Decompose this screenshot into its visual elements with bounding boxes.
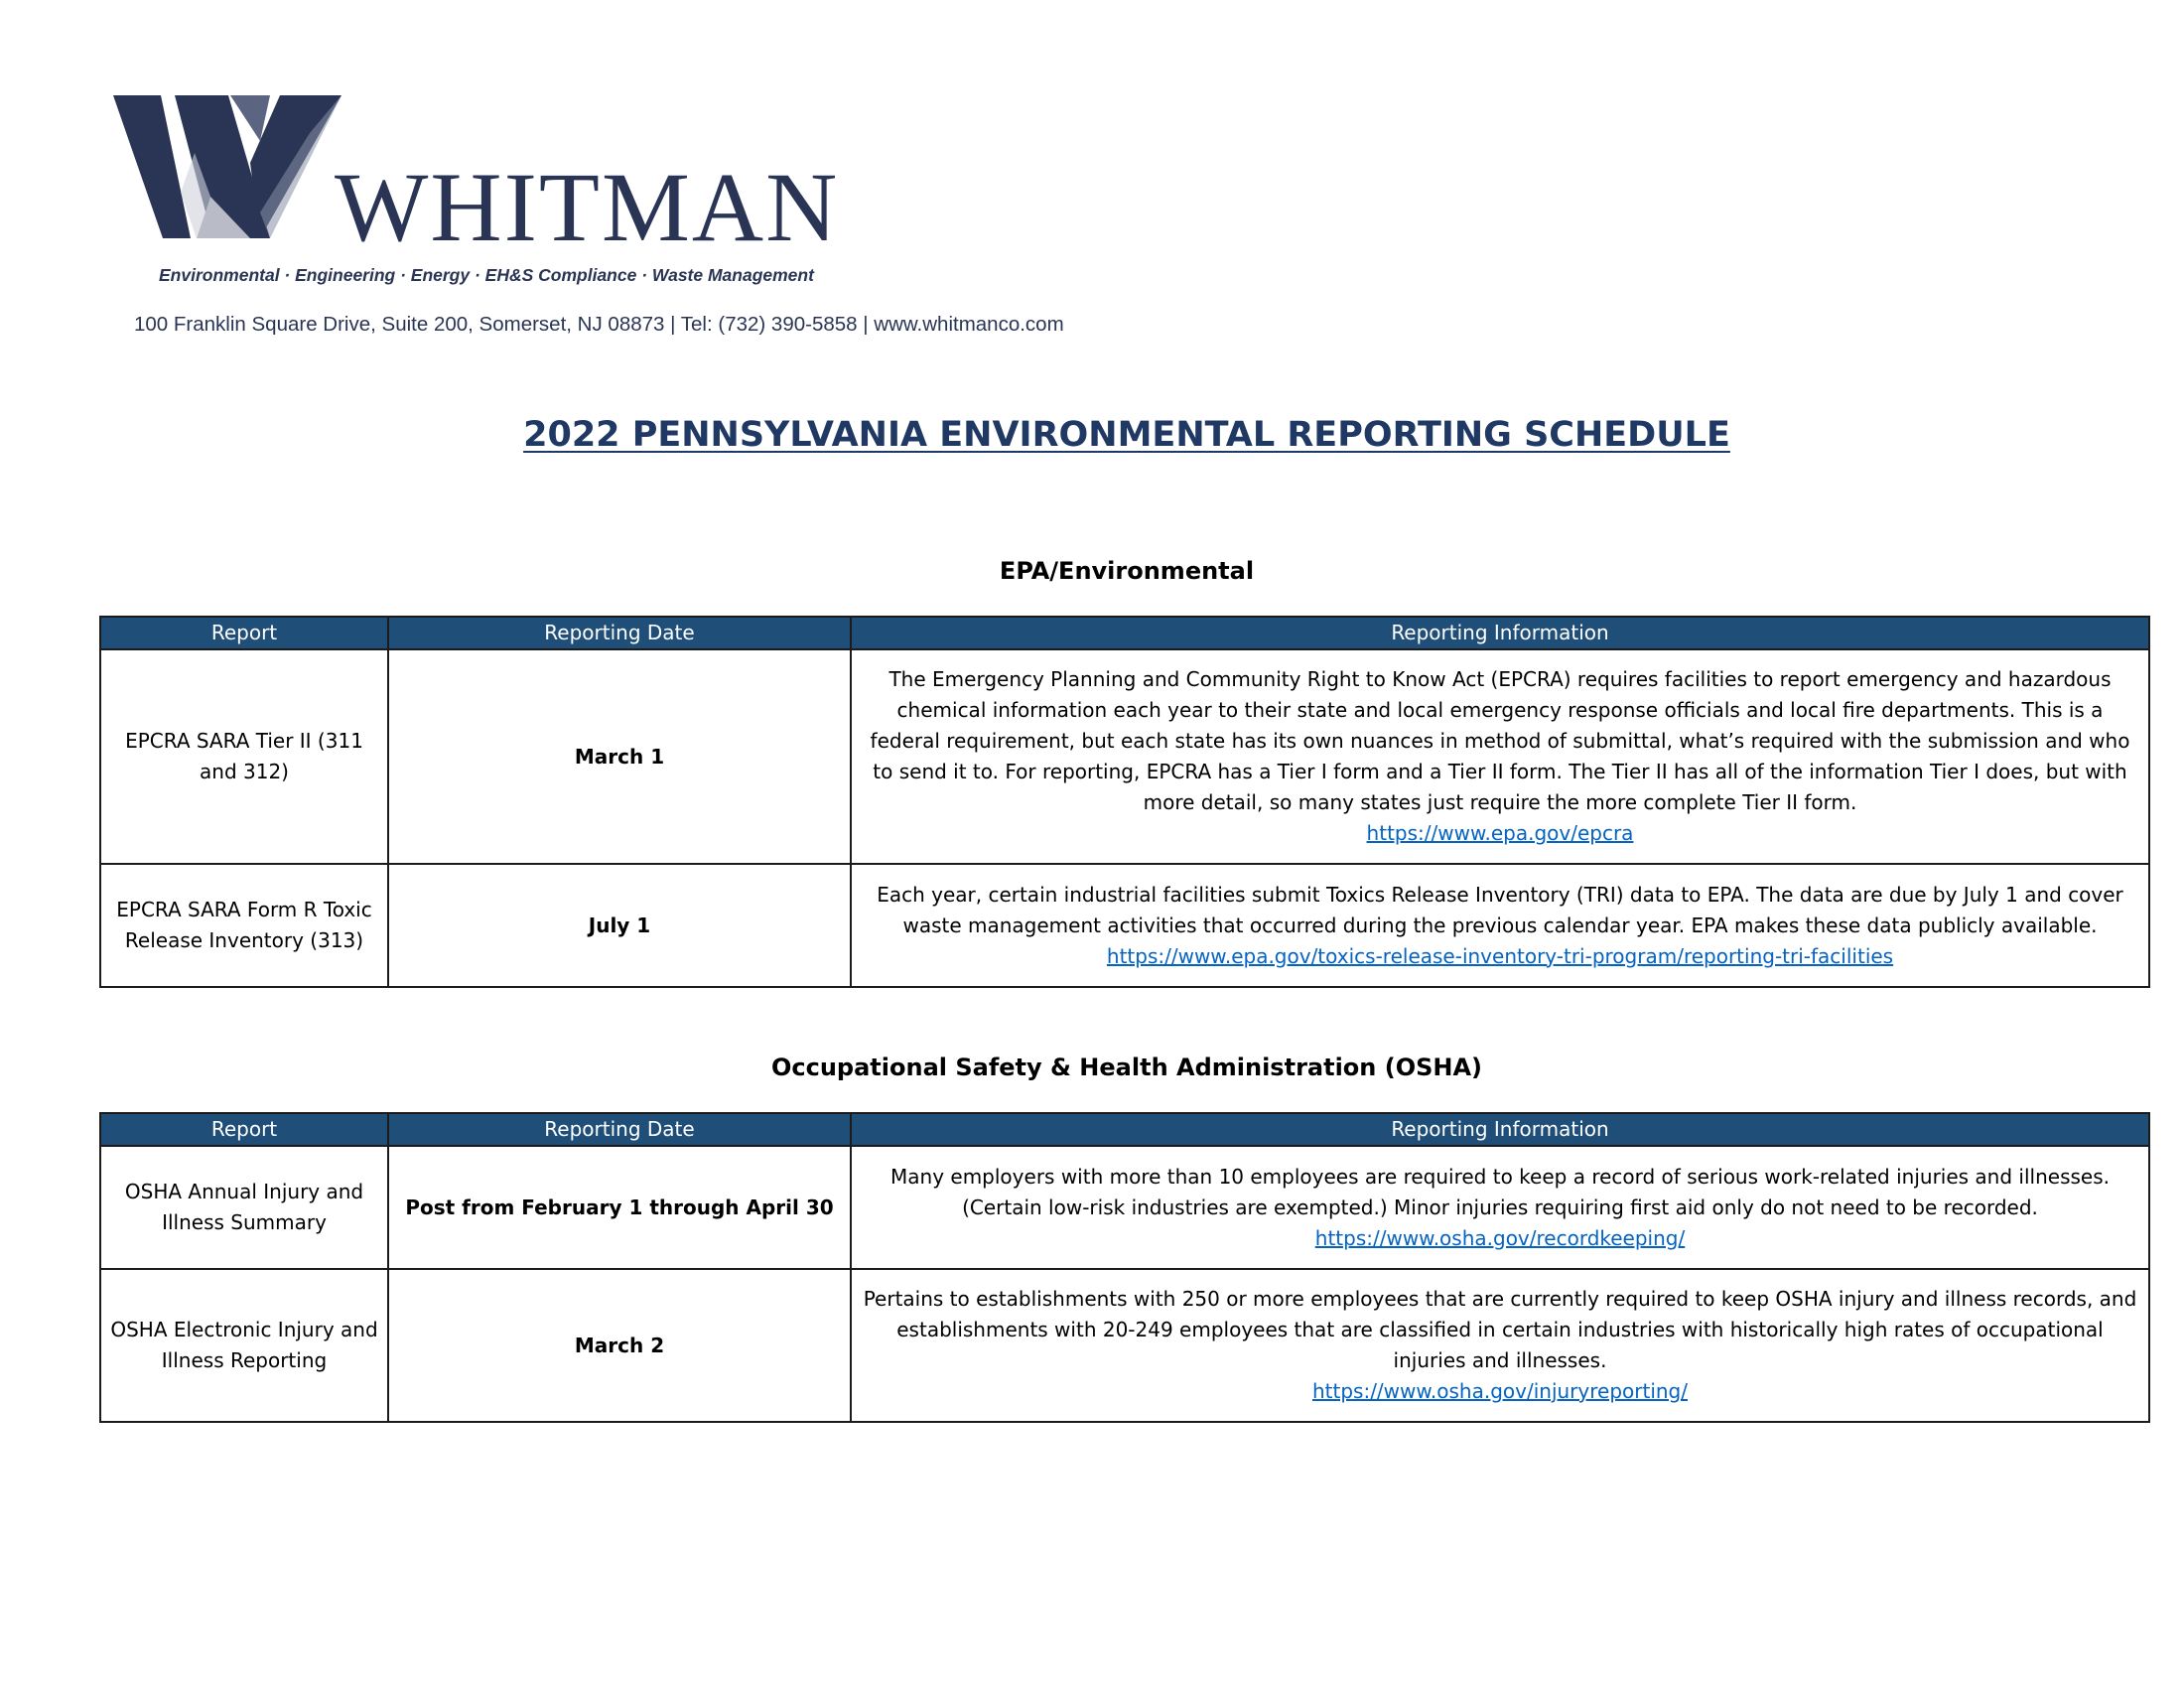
tri-reporting-link[interactable]: https://www.epa.gov/toxics-release-inventory-tri-program/reporting-tri-facilities xyxy=(1106,943,1894,968)
column-header-reporting-information: Reporting Information xyxy=(851,1113,2149,1146)
reporting-information-text: Pertains to establishments with 250 or more employees that are currently required to keep OSHA injury and illness records, and establishments with 20-249 employees that are classified in certain industries with historically high rates of occupational injuries and illnesses. xyxy=(863,1287,2137,1372)
table-row xyxy=(100,1269,2149,1422)
reporting-information-text: Many employers with more than 10 employees are required to keep a record of serious work-related injuries and illnesses. (Certain low-risk industries are exempted.) Minor injuries requiring first aid only do not need to be recorded. xyxy=(890,1164,2110,1219)
reporting-information-cell xyxy=(851,1146,2149,1269)
epa-reporting-table xyxy=(99,616,2150,988)
table-header-row xyxy=(100,1113,2149,1146)
reporting-information-text: The Emergency Planning and Community Right to Know Act (EPCRA) requires facilities to report emergency and hazardous chemical information each year to their state and local emergency response officials and local fire departments. This is a federal requirement, but each state has its own nuances in method of submittal, what’s required with the submission and who to send it to. For reporting, EPCRA has a Tier I form and a Tier II form. The Tier II has all of the information Tier I does, but with more detail, so many states just require the more complete Tier II form. xyxy=(870,667,2130,814)
column-header-reporting-date: Reporting Date xyxy=(388,1113,851,1146)
reporting-information-cell xyxy=(851,864,2149,987)
column-header-reporting-date: Reporting Date xyxy=(388,617,851,649)
company-tagline: Environmental · Engineering · Energy · EH&S Compliance · Waste Management xyxy=(159,265,814,285)
injury-reporting-link[interactable]: https://www.osha.gov/injuryreporting/ xyxy=(1311,1379,1688,1403)
logo-wordmark: WHITMAN xyxy=(335,152,840,262)
company-logo xyxy=(111,93,876,262)
epcra-link[interactable]: https://www.epa.gov/epcra xyxy=(1366,821,1634,845)
report-cell: EPCRA SARA Form R Toxic Release Inventory (313) xyxy=(100,864,388,987)
report-cell: OSHA Annual Injury and Illness Summary xyxy=(100,1146,388,1269)
column-header-reporting-information: Reporting Information xyxy=(851,617,2149,649)
table-row xyxy=(100,1146,2149,1269)
table-row xyxy=(100,864,2149,987)
column-header-report: Report xyxy=(100,1113,388,1146)
reporting-date-cell: July 1 xyxy=(388,864,851,987)
reporting-information-cell xyxy=(851,649,2149,864)
page-title: 2022 PENNSYLVANIA ENVIRONMENTAL REPORTING SCHEDULE xyxy=(523,415,1730,455)
recordkeeping-link[interactable]: https://www.osha.gov/recordkeeping/ xyxy=(1314,1225,1686,1250)
reporting-information-text: Each year, certain industrial facilities submit Toxics Release Inventory (TRI) data to EPA. The data are due by July 1 and cover waste management activities that occurred during the previous calendar year. EPA makes these data publicly available. xyxy=(877,882,2123,937)
reporting-information-cell xyxy=(851,1269,2149,1422)
report-cell: EPCRA SARA Tier II (311 and 312) xyxy=(100,649,388,864)
osha-reporting-table xyxy=(99,1112,2150,1423)
table-row xyxy=(100,649,2149,864)
company-address-line: 100 Franklin Square Drive, Suite 200, Somerset, NJ 08873 | Tel: (732) 390-5858 | www.whitmanco.com xyxy=(134,313,1064,336)
table-header-row xyxy=(100,617,2149,649)
column-header-report: Report xyxy=(100,617,388,649)
reporting-date-cell: March 2 xyxy=(388,1269,851,1422)
section-title-epa: EPA/Environmental xyxy=(999,557,1255,585)
whitman-w-logo-mark xyxy=(111,93,349,242)
reporting-date-cell: Post from February 1 through April 30 xyxy=(388,1146,851,1269)
reporting-date-cell: March 1 xyxy=(388,649,851,864)
report-cell: OSHA Electronic Injury and Illness Reporting xyxy=(100,1269,388,1422)
section-title-osha: Occupational Safety & Health Administration (OSHA) xyxy=(770,1054,1483,1081)
